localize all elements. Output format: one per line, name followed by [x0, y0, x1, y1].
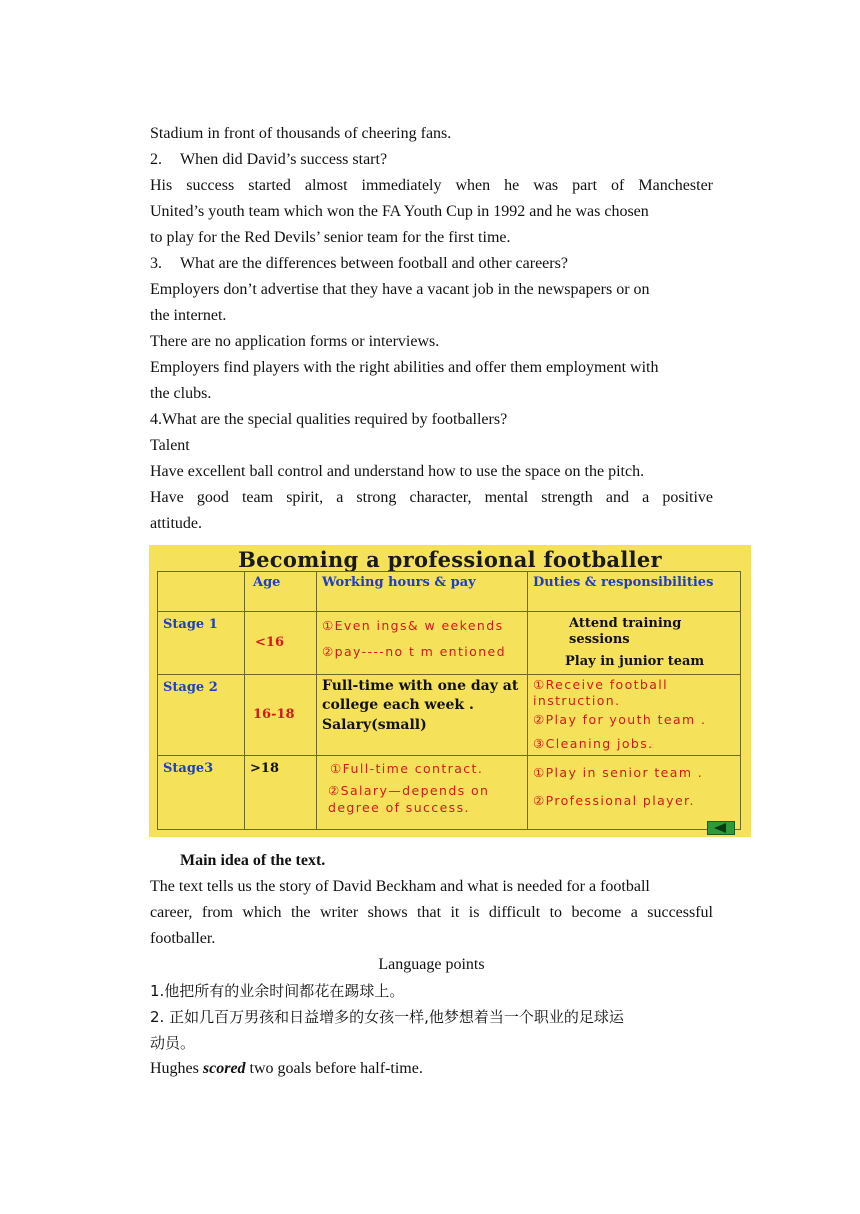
pay-cell: [317, 612, 528, 675]
stage-label: Stage 1: [158, 612, 245, 675]
table-row: [158, 756, 741, 830]
answer-line: There are no application forms or interviews.: [150, 333, 440, 350]
pay-item: Salary(small): [322, 717, 427, 733]
question-text: What are the differences between football and other careers?: [180, 255, 568, 272]
duties-cell: [528, 756, 741, 830]
language-point: 2. 正如几百万男孩和日益增多的女孩一样,他梦想着当一个职业的足球运: [150, 1008, 624, 1026]
table-header-cell: Duties & responsibilities: [528, 572, 741, 612]
example-sentence: [150, 1056, 713, 1082]
age-cell: <16: [245, 612, 317, 675]
slide-title: Becoming a professional footballer: [238, 547, 662, 572]
answer-line: Have good team spirit, a strong character, mental strength and a positive: [150, 489, 713, 506]
paragraph-text: Stadium in front of thousands of cheering fans.: [150, 125, 452, 142]
answer-line: Employers don’t advertise that they have a vacant job in the newspapers or on: [150, 281, 650, 298]
slide-image: [149, 545, 751, 837]
example-text: two goals before half-time.: [245, 1060, 423, 1077]
duty-item: ①Receive football instruction.: [533, 677, 669, 708]
answer-line: the clubs.: [150, 385, 212, 402]
age-cell: 16-18: [245, 675, 317, 756]
question-number: 2.: [150, 151, 162, 168]
answer-line: United’s youth team which won the FA Youth Cup in 1992 and he was chosen: [150, 203, 649, 220]
table-header-cell: [158, 572, 245, 612]
duty-item: ③Cleaning jobs.: [533, 736, 654, 751]
pay-cell: [317, 675, 528, 756]
question-2: [150, 147, 713, 173]
main-idea-heading: Main idea of the text.: [180, 852, 326, 869]
table-header-cell: Age: [245, 572, 317, 612]
career-stages-table: [157, 571, 741, 830]
answer-line: to play for the Red Devils’ senior team for the first time.: [150, 229, 511, 246]
answer-line: attitude.: [150, 515, 202, 532]
example-text: Hughes: [150, 1060, 203, 1077]
age-cell: >18: [245, 756, 317, 830]
main-idea-line: career, from which the writer shows that it is difficult to become a successful: [150, 904, 713, 921]
language-point: 动员。: [150, 1034, 196, 1052]
duty-item: ①Play in senior team .: [533, 765, 704, 780]
duty-item: ②Professional player.: [533, 793, 695, 808]
answer-line: the internet.: [150, 307, 227, 324]
pay-item: ②Salary—depends on degree of success.: [328, 783, 490, 815]
main-idea-line: The text tells us the story of David Beckham and what is needed for a football: [150, 878, 650, 895]
duties-cell: [528, 675, 741, 756]
table-row: [158, 675, 741, 756]
table-row: [158, 612, 741, 675]
answer-line: His success started almost immediately when he was part of Manchester: [150, 177, 713, 194]
main-idea-line: footballer.: [150, 930, 216, 947]
pay-item: Full-time with one day at college each week .: [322, 678, 519, 713]
answer-line: Have excellent ball control and understand how to use the space on the pitch.: [150, 463, 645, 480]
duty-item: Attend training sessions: [569, 616, 682, 647]
question-text: When did David’s success start?: [180, 151, 388, 168]
left-arrow-icon[interactable]: [707, 821, 735, 835]
stage-label: Stage 2: [158, 675, 245, 756]
answer-line: Talent: [150, 437, 190, 454]
duty-item: Play in junior team: [565, 654, 705, 669]
stage-label: Stage3: [158, 756, 245, 830]
pay-item: ②pay----no t m entioned: [322, 644, 506, 659]
pay-item: ①Even ings& w eekends: [322, 618, 504, 633]
language-points-heading: Language points: [378, 956, 485, 973]
table-header-cell: Working hours & pay: [317, 572, 528, 612]
answer-line: Employers find players with the right abilities and offer them employment with: [150, 359, 659, 376]
duties-cell: [528, 612, 741, 675]
example-keyword: scored: [202, 1060, 246, 1077]
pay-item: ①Full-time contract.: [330, 761, 484, 776]
pay-cell: [317, 756, 528, 830]
duty-item: ②Play for youth team .: [533, 712, 707, 727]
table-header-row: [158, 572, 741, 612]
question-3: [150, 251, 713, 277]
question-number: 3.: [150, 255, 162, 272]
language-point: 1.他把所有的业余时间都花在踢球上。: [150, 982, 405, 1000]
question-4: 4.What are the special qualities required by footballers?: [150, 411, 508, 428]
